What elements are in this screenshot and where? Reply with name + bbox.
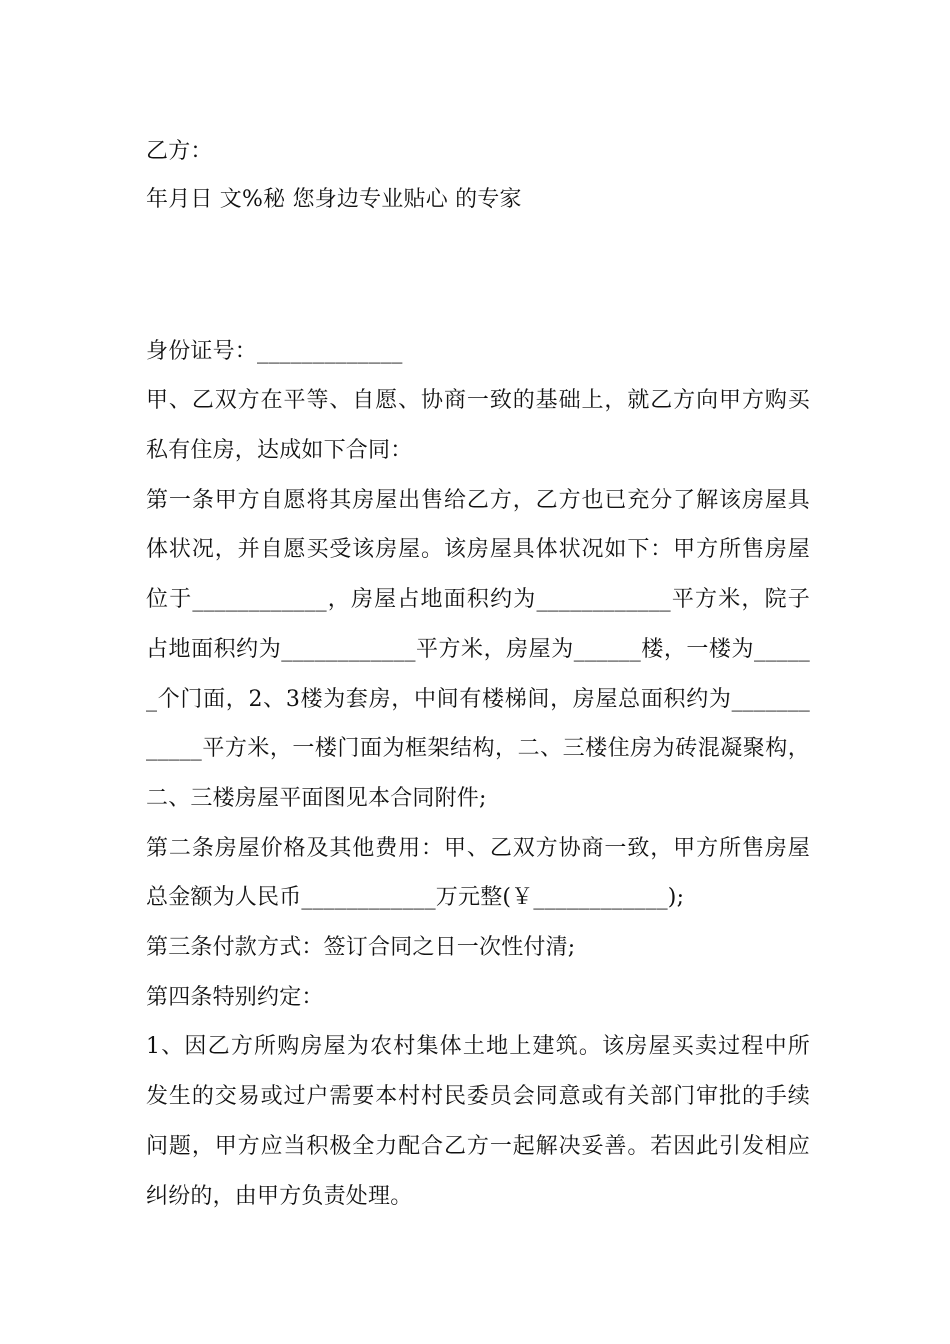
- body-line: 位于____________，房屋占地面积约为____________平方米，院子: [146, 587, 810, 612]
- body-line: 第四条特别约定：: [146, 985, 324, 1010]
- body-line: 第二条房屋价格及其他费用：甲、乙双方协商一致，甲方所售房屋: [146, 836, 810, 861]
- body-line: 二、三楼房屋平面图见本合同附件;: [146, 786, 487, 811]
- body-line: 发生的交易或过户需要本村村民委员会同意或有关部门审批的手续: [146, 1084, 810, 1109]
- body-line: 总金额为人民币____________万元整(￥____________);: [146, 885, 685, 910]
- body-line-id-number: 身份证号：_____________: [146, 339, 403, 364]
- body-line: 纠纷的，由甲方负责处理。: [146, 1184, 413, 1209]
- body-line: 占地面积约为____________平方米，房屋为______楼，一楼为_____: [146, 637, 810, 662]
- header-line-date: 年月日 文%秘 您身边专业贴心 的专家: [146, 187, 522, 212]
- body-line: _____平方米，一楼门面为框架结构，二、三楼住房为砖混凝聚构，: [146, 736, 810, 761]
- body-line: 甲、乙双方在平等、自愿、协商一致的基础上，就乙方向甲方购买: [146, 388, 810, 413]
- header-line-party-b: 乙方：: [146, 139, 213, 164]
- body-line: 1、因乙方所购房屋为农村集体土地上建筑。该房屋买卖过程中所: [146, 1034, 810, 1059]
- body-line: 第三条付款方式：签订合同之日一次性付清;: [146, 935, 576, 960]
- body-line: 问题，甲方应当积极全力配合乙方一起解决妥善。若因此引发相应: [146, 1134, 810, 1159]
- body-line: 私有住房，达成如下合同：: [146, 438, 413, 463]
- body-line: _个门面，2、3楼为套房，中间有楼梯间，房屋总面积约为_______: [146, 687, 810, 712]
- body-line: 体状况，并自愿买受该房屋。该房屋具体状况如下：甲方所售房屋: [146, 537, 810, 562]
- body-line: 第一条甲方自愿将其房屋出售给乙方，乙方也已充分了解该房屋具: [146, 488, 810, 513]
